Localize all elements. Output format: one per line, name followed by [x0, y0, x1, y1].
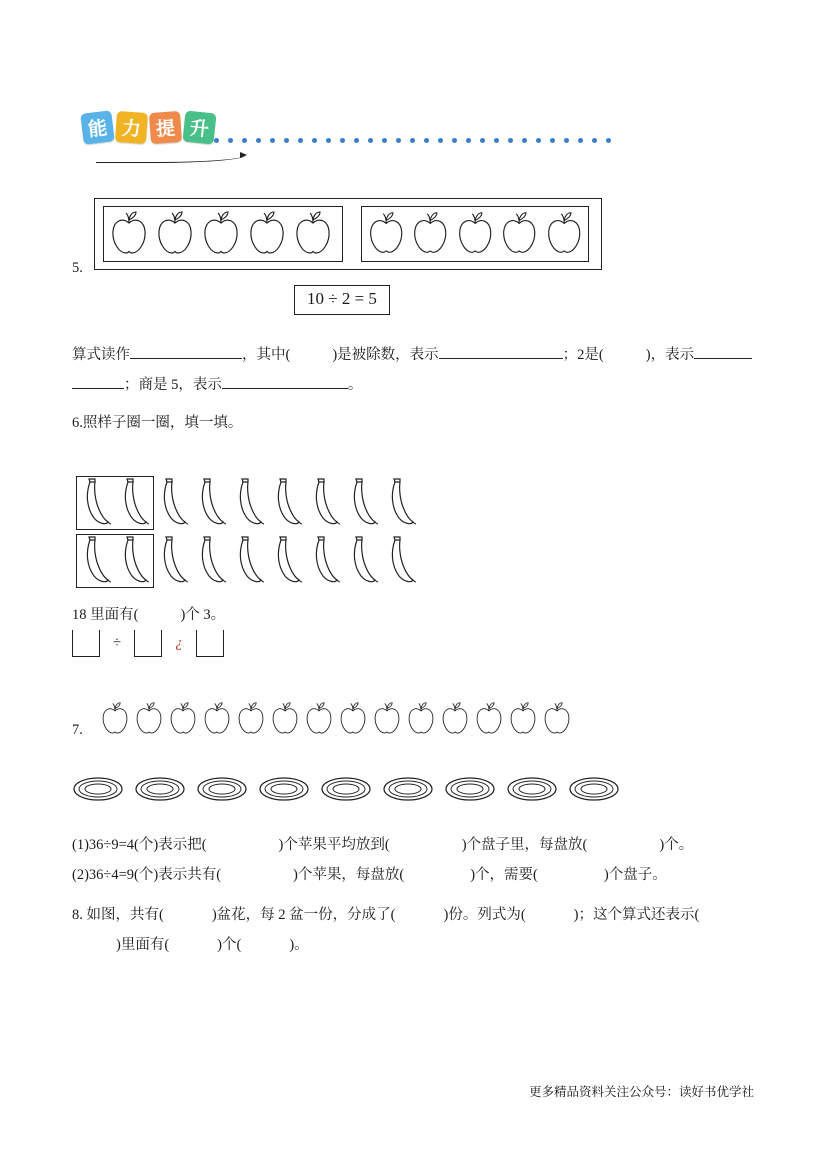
banana-loose-2 — [154, 535, 420, 587]
banner-dot — [424, 138, 429, 143]
banana-icon — [230, 477, 268, 529]
banner-dot — [438, 138, 443, 143]
question-6-answer-boxes — [72, 630, 224, 657]
banana-icon — [344, 477, 382, 529]
question-8 — [72, 900, 762, 960]
apple-icon — [408, 209, 452, 259]
apple-icon — [302, 700, 336, 738]
question-5-line-2 — [72, 370, 760, 400]
q5-l1-d: ；2是( — [562, 347, 604, 363]
question-8-line-1 — [72, 900, 762, 930]
banner-dot-strip — [214, 138, 611, 143]
equation-box: 10 ÷ 2 = 5 — [294, 285, 390, 315]
apple-icon — [152, 209, 198, 259]
q7-l1-b: )个苹果平均放到( — [278, 837, 390, 853]
banner-dot — [396, 138, 401, 143]
banner-dot — [592, 138, 597, 143]
banner-dot — [522, 138, 527, 143]
question-6-title — [72, 408, 762, 438]
banner-dot — [326, 138, 331, 143]
banana-illustration — [76, 474, 420, 590]
banana-icon — [154, 477, 192, 529]
plate-icon — [258, 776, 310, 802]
banner-dot — [214, 138, 219, 143]
apple-icon — [132, 700, 166, 738]
banner-dot — [480, 138, 485, 143]
banner-dot — [550, 138, 555, 143]
banana-icon — [192, 477, 230, 529]
banner-dot — [242, 138, 247, 143]
apple-icon — [336, 700, 370, 738]
banana-icon — [77, 477, 115, 529]
banner-arrow-icon — [240, 152, 247, 158]
question-7-line-2 — [72, 860, 762, 890]
question-6 — [72, 408, 762, 651]
q8-e: )里面有( — [116, 937, 170, 953]
apple-icon — [364, 209, 408, 259]
banana-icon — [154, 535, 192, 587]
plate-icon — [568, 776, 620, 802]
question-5-text — [72, 340, 760, 400]
banana-icon — [268, 535, 306, 587]
q5-l1-e: )，表示 — [645, 347, 695, 363]
q6-text-a: 18 里面有( — [72, 607, 139, 623]
banner-dot — [298, 138, 303, 143]
apple-icon — [506, 700, 540, 738]
divide-symbol: ÷ — [112, 635, 122, 651]
banner-dot — [354, 138, 359, 143]
apple-icon — [497, 209, 541, 259]
banner-dot — [340, 138, 345, 143]
question-6-title-text: 照样子圈一圈，填一填。 — [82, 415, 243, 431]
apple-icon — [106, 209, 152, 259]
banana-icon — [77, 535, 115, 587]
plate-icon — [506, 776, 558, 802]
footer-note: 更多精品资料关注公众号：读好书优学社 — [528, 1085, 754, 1099]
banner-dot — [368, 138, 373, 143]
apple-icon — [290, 209, 336, 259]
banner-dot — [312, 138, 317, 143]
banana-icon — [115, 477, 153, 529]
banana-icon — [115, 535, 153, 587]
banana-circle-group-2 — [76, 534, 154, 588]
banner-underline-swoosh — [96, 150, 246, 163]
section-banner — [82, 112, 215, 143]
banana-icon — [382, 477, 420, 529]
plate-icon — [444, 776, 496, 802]
banner-dot — [494, 138, 499, 143]
answer-box-1[interactable] — [72, 630, 100, 657]
q8-c: )份。列式为( — [443, 907, 526, 923]
banana-icon — [382, 535, 420, 587]
question-8-number: 8. — [72, 907, 83, 923]
q8-b: )盆花，每 2 盆一份，分成了( — [211, 907, 396, 923]
question-7-line-1 — [72, 830, 762, 860]
banana-icon — [306, 477, 344, 529]
apple-icon — [370, 700, 404, 738]
banner-dot — [284, 138, 289, 143]
banana-loose-1 — [154, 477, 420, 529]
apple-icon — [540, 700, 574, 738]
apple-icon — [472, 700, 506, 738]
q7-l1-a: (1)36÷9=4(个)表示把( — [72, 837, 207, 853]
apple-icon — [438, 700, 472, 738]
answer-box-2[interactable] — [134, 630, 162, 657]
q7-l2-b: )个苹果，每盘放( — [293, 867, 405, 883]
plate-icon — [72, 776, 124, 802]
banana-icon — [344, 535, 382, 587]
banner-tile-4: 升 — [182, 110, 216, 144]
q5-l2-a: ；商是 5，表示 — [124, 377, 222, 393]
q8-f: )个( — [217, 937, 242, 953]
banana-icon — [268, 477, 306, 529]
banana-icon — [230, 535, 268, 587]
question-6-fill-text — [72, 600, 225, 630]
plate-row-illustration — [72, 776, 620, 802]
banner-dot — [382, 138, 387, 143]
q6-text-b: )个 3。 — [180, 607, 226, 623]
apple-icon — [166, 700, 200, 738]
apple-group-1 — [103, 206, 343, 262]
plate-icon — [382, 776, 434, 802]
banner-dot — [564, 138, 569, 143]
banana-circle-group-1 — [76, 476, 154, 530]
question-8-line-2 — [72, 930, 762, 960]
banner-dot — [536, 138, 541, 143]
q5-l2-b: 。 — [347, 377, 363, 393]
banana-icon — [306, 535, 344, 587]
banner-tiles — [82, 112, 215, 143]
q8-a: 如图，共有( — [86, 907, 164, 923]
q5-l1-b: ，其中( — [242, 347, 291, 363]
apple-group-2 — [361, 206, 589, 262]
q5-l1-c: )是被除数，表示 — [332, 347, 439, 363]
banner-dot — [578, 138, 583, 143]
apple-icon — [404, 700, 438, 738]
apple-icon — [453, 209, 497, 259]
q8-d: )；这个算式还表示( — [573, 907, 700, 923]
q7-l1-c: )个盘子里，每盘放( — [461, 837, 588, 853]
plate-icon — [196, 776, 248, 802]
apple-outer-frame — [94, 198, 602, 270]
plate-icon — [320, 776, 372, 802]
banner-dot — [452, 138, 457, 143]
answer-box-3[interactable] — [196, 630, 224, 657]
apple-icon — [244, 209, 290, 259]
q5-l1-a: 算式读作 — [72, 347, 130, 363]
question-5-line-1 — [72, 340, 760, 370]
banner-dot — [270, 138, 275, 143]
apple-icon — [98, 700, 132, 738]
banner-tile-2: 力 — [115, 111, 148, 144]
q7-l1-d: )个。 — [659, 837, 694, 853]
banner-dot — [606, 138, 611, 143]
banana-row-1 — [76, 474, 420, 532]
banner-dot — [466, 138, 471, 143]
apple-icon — [234, 700, 268, 738]
plate-icon — [134, 776, 186, 802]
banner-tile-1: 能 — [80, 110, 115, 145]
q7-l2-d: )个盘子。 — [603, 867, 667, 883]
equals-symbol: ¿ — [175, 635, 183, 651]
apple-icon — [200, 700, 234, 738]
banner-dot — [256, 138, 261, 143]
question-7-text — [72, 830, 762, 890]
banner-dot — [410, 138, 415, 143]
q8-g: )。 — [289, 937, 309, 953]
banner-dot — [228, 138, 233, 143]
banner-tile-3: 提 — [149, 111, 182, 144]
question-6-number: 6. — [72, 415, 83, 431]
banana-row-2 — [76, 532, 420, 590]
banner-dot — [508, 138, 513, 143]
apple-row-illustration — [98, 700, 574, 738]
q7-l2-c: )个，需要( — [470, 867, 538, 883]
apple-icon — [268, 700, 302, 738]
q7-l2-a: (2)36÷4=9(个)表示共有( — [72, 867, 222, 883]
banana-icon — [192, 535, 230, 587]
apple-icon — [542, 209, 586, 259]
apple-icon — [198, 209, 244, 259]
question-5-number: 5. — [72, 260, 83, 276]
question-7-number: 7. — [72, 722, 83, 738]
